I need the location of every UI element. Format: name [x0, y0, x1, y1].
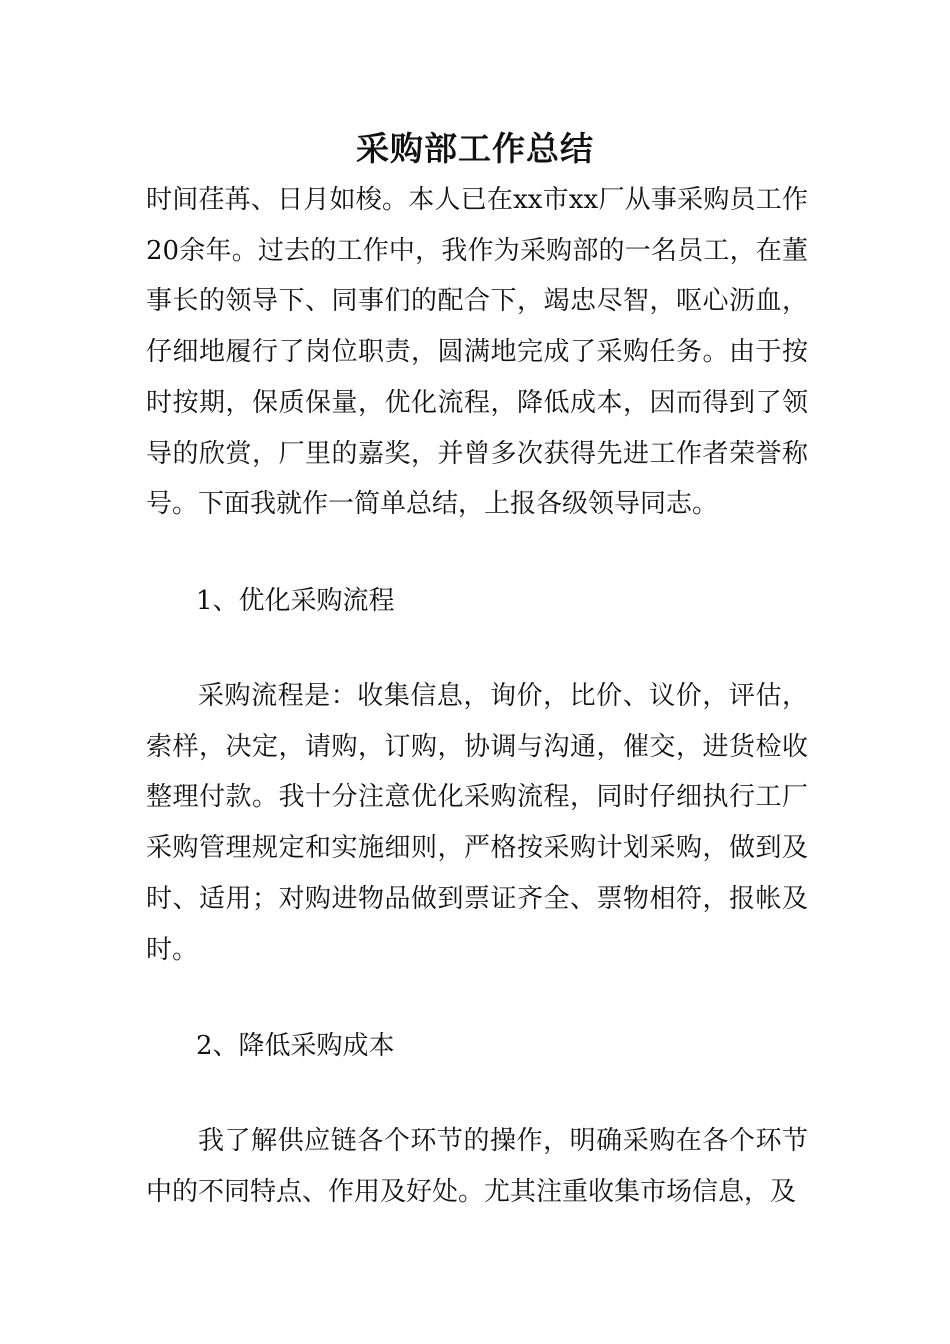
document-title: 采购部工作总结 — [356, 129, 594, 168]
section-2-paragraph: 我了解供应链各个环节的操作，明确采购在各个环节中的不同特点、作用及好处。尤其注重收集市场信息，及 — [146, 1126, 808, 1207]
section-1-paragraph: 采购流程是：收集信息，询价，比价、议价，评估，索样，决定，请购，订购，协调与沟通，催交，进货检收整理付款。我十分注意优化采购流程，同时仔细执行工厂采购管理规定和实施细则，严格按采购计划采购，做到及时、适用；对购进物品做到票证齐全、票物相符，报帐及时。 — [146, 681, 808, 965]
section-heading-1: 1、优化采购流程 — [196, 586, 395, 616]
intro-paragraph: 时间荏苒、日月如梭。本人已在xx市xx厂从事采购员工作20余年。过去的工作中，我作为采购部的一名员工，在董事长的领导下、同事们的配合下，竭忠尽智，呕心沥血，仔细地履行了岗位职责，圆满地完成了采购任务。由于按时按期，保质保量，优化流程，降低成本，因而得到了领导的欣赏，厂里的嘉奖，并曾多次获得先进工作者荣誉称号。下面我就作一简单总结，上报各级领导同志。 — [146, 185, 808, 520]
section-heading-2: 2、降低采购成本 — [196, 1031, 395, 1061]
